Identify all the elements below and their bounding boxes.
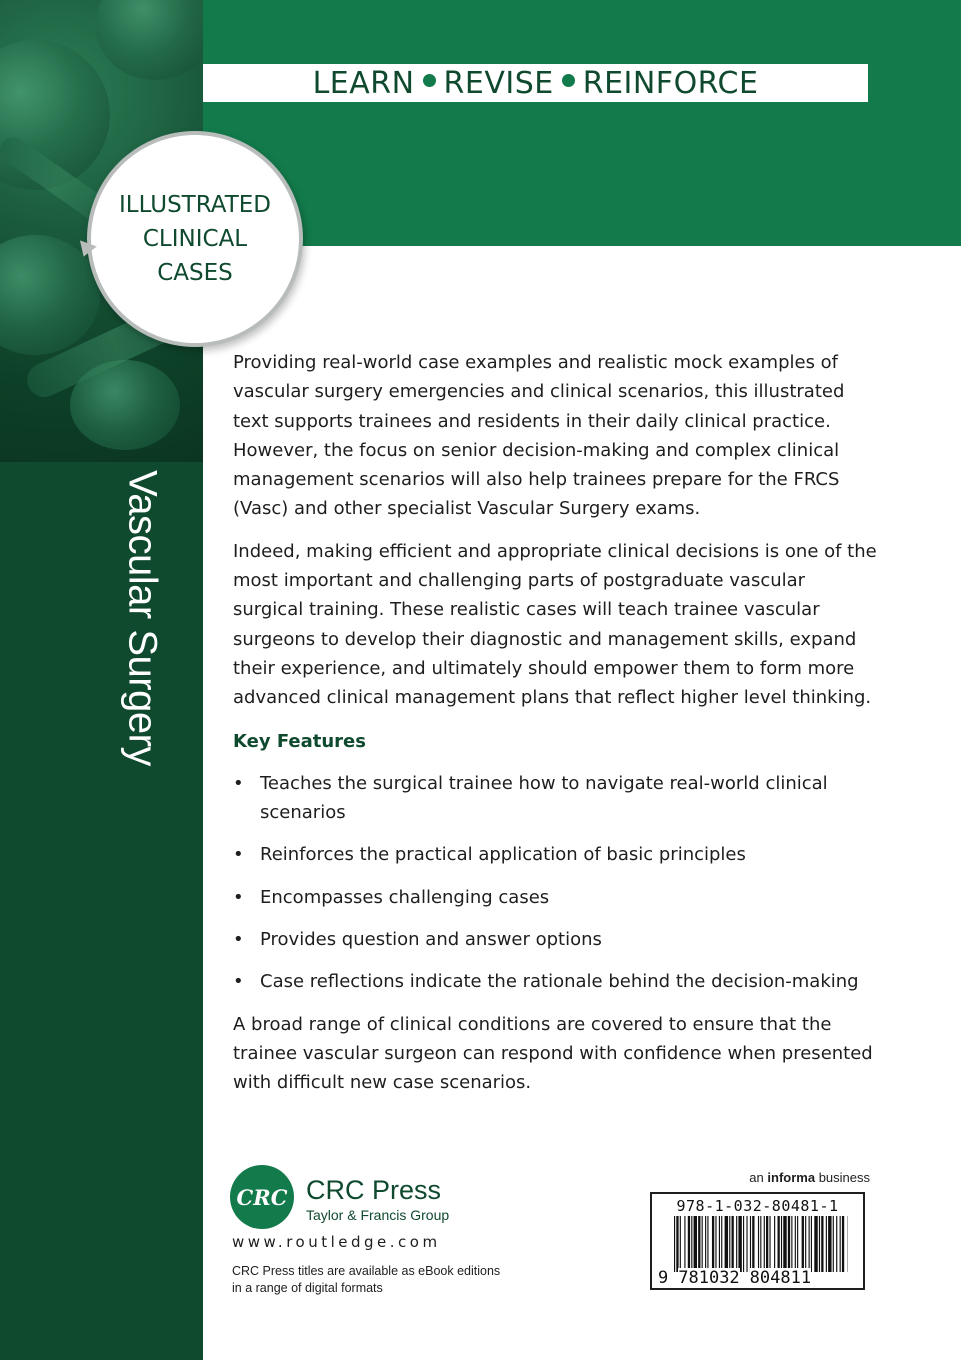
feature-text: Teaches the surgical trainee how to navigate real-world clinical scenarios (260, 772, 828, 824)
ebook-note (232, 1263, 500, 1297)
barcode-bar (715, 1216, 716, 1272)
barcode-bar (698, 1216, 700, 1272)
publisher-name: CRC Press (306, 1175, 442, 1205)
barcode-bar (732, 1216, 734, 1272)
list-item (233, 967, 878, 996)
barcode-bar (805, 1216, 806, 1272)
feature-text: Provides question and answer options (260, 929, 602, 951)
barcode-bar (752, 1216, 754, 1272)
paragraph-conclusion: A broad range of clinical conditions are covered to ensure that the trainee vascular surgeon can respond with confidence when presented with difficult new case scenarios. (233, 1013, 873, 1094)
publisher-url[interactable]: www.routledge.com (232, 1233, 441, 1251)
key-features-list (233, 769, 878, 997)
tagline-learn: LEARN (312, 65, 415, 101)
bullet-dot-icon (423, 74, 436, 87)
barcode-bar (788, 1216, 790, 1272)
tagline-revise: REVISE (443, 65, 554, 101)
barcode-bar (684, 1216, 685, 1272)
informa-brand: informa (767, 1170, 816, 1185)
key-features-heading: Key Features (233, 730, 366, 752)
barcode-bar (769, 1216, 770, 1272)
barcode-bar (802, 1216, 804, 1272)
barcode-bar (842, 1216, 844, 1272)
isbn-number: 978-1-032-80481-1 (676, 1197, 839, 1215)
barcode-bar (746, 1216, 747, 1272)
barcode-bar (736, 1216, 737, 1272)
paragraph-decisions: Indeed, making efficient and appropriate clinical decisions is one of the most important and challenging parts of postgraduate vascular surgical training. These realistic cases will teach trainee vascular surgeons to develop their diagnostic and management skills, expand their experience, and ultimately should empower them to form more advanced clinical management plans that reflect higher level thinking. (233, 540, 877, 709)
barcode-bar (826, 1216, 827, 1272)
barcode-bar (721, 1216, 722, 1272)
barcode-bar (791, 1216, 792, 1272)
bullet-icon: • (233, 772, 244, 794)
barcode-bar (707, 1216, 708, 1272)
feature-text: Encompasses challenging cases (260, 886, 550, 908)
barcode-bar (828, 1216, 831, 1272)
barcode-right-digits: 804811 (749, 1268, 812, 1288)
bullet-icon: • (233, 886, 244, 908)
badge-line-3: CASES (157, 260, 233, 286)
barcode-lead-digit: 9 (658, 1268, 669, 1288)
barcode-bar (774, 1216, 775, 1272)
barcode-bar (758, 1216, 759, 1272)
barcode-bar (725, 1216, 728, 1272)
badge-line-2: CLINICAL (142, 226, 248, 252)
publisher-group: Taylor & Francis Group (306, 1207, 450, 1223)
barcode-bar (778, 1216, 780, 1272)
barcode-bar (809, 1216, 810, 1272)
list-item (233, 925, 878, 954)
barcode-bar (676, 1216, 678, 1272)
barcode-bar (760, 1216, 761, 1272)
barcode-bar (840, 1216, 841, 1272)
barcode-bar (705, 1216, 706, 1272)
ebook-note-line-1: CRC Press titles are available as eBook editions (232, 1264, 501, 1278)
barcode-left-digits: 781032 (678, 1268, 740, 1288)
barcode-bar (764, 1216, 765, 1272)
barcode-bar (836, 1216, 837, 1272)
isbn-barcode (650, 1192, 865, 1290)
spine-title: Vascular Surgery (120, 470, 165, 766)
barcode-bar (691, 1216, 692, 1272)
informa-prefix: an (749, 1170, 764, 1185)
barcode-bar (781, 1216, 782, 1272)
bullet-icon: • (233, 971, 244, 993)
barcode-bar (811, 1216, 812, 1272)
barcode-bar (814, 1216, 817, 1272)
barcode-bar (797, 1216, 798, 1272)
tagline-reinforce: REINFORCE (582, 65, 759, 101)
barcode-bar (783, 1216, 786, 1272)
barcode-bar (743, 1216, 744, 1272)
barcode-bar (702, 1216, 703, 1272)
series-badge (87, 131, 303, 347)
badge-line-1: ILLUSTRATED (118, 192, 272, 218)
paragraph-intro: Providing real-world case examples and realistic mock examples of vascular surgery emergencies and clinical scenarios, this illustrated text supports trainees and residents in their daily clinical practice. However, the focus on senior decision-making and complex clinical management scenarios will also help trainees prepare for the FRCS (Vasc) and other specialist Vascular Surgery exams. (233, 352, 845, 520)
barcode-bar (766, 1216, 768, 1272)
barcode-bars (674, 1216, 848, 1272)
informa-suffix: business (818, 1170, 870, 1185)
feature-text: Case reflections indicate the rationale behind the decision-making (260, 971, 859, 993)
barcode-digits (658, 1268, 858, 1288)
bullet-icon: • (233, 844, 244, 866)
barcode-bar (819, 1216, 820, 1272)
barcode-bar (738, 1216, 741, 1272)
barcode-bar (680, 1216, 681, 1272)
tagline-bar (203, 64, 868, 102)
list-item (233, 769, 878, 828)
header-band (203, 0, 961, 246)
barcode-bar (795, 1216, 796, 1272)
publisher-block (230, 1165, 530, 1305)
feature-text: Reinforces the practical application of basic principles (260, 844, 746, 866)
barcode-bar (833, 1216, 834, 1272)
barcode-bar (821, 1216, 823, 1272)
ebook-note-line-2: in a range of digital formats (232, 1281, 383, 1295)
list-item (233, 883, 878, 912)
description (233, 348, 878, 1111)
crc-logo: CRC (230, 1165, 294, 1229)
barcode-bar (674, 1216, 675, 1272)
barcode-bar (729, 1216, 730, 1272)
barcode-bar (712, 1216, 714, 1272)
barcode-bar (688, 1216, 690, 1272)
list-item (233, 840, 878, 869)
bullet-icon: • (233, 929, 244, 951)
barcode-bar (719, 1216, 720, 1272)
informa-tagline (700, 1170, 870, 1185)
barcode-bar (694, 1216, 697, 1272)
bullet-dot-icon (562, 74, 575, 87)
barcode-bar (750, 1216, 751, 1272)
